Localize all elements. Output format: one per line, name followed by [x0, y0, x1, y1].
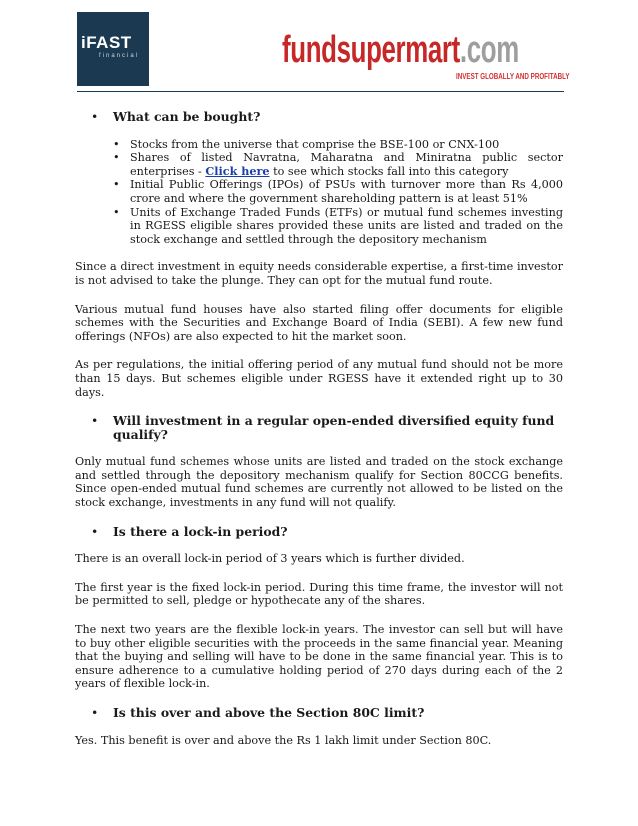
- list-item: [75, 151, 563, 178]
- list-item: [75, 206, 563, 247]
- header-divider: [77, 91, 564, 92]
- list-item-text: to see which stocks fall into this category: [269, 164, 509, 178]
- question-text: Is this over and above the Section 80C limit?: [113, 705, 425, 720]
- bullet-icon: •: [113, 151, 120, 165]
- bullet-icon: •: [113, 137, 120, 151]
- brand-tld: .com: [459, 29, 519, 71]
- paragraph: Since a direct investment in equity needs considerable expertise, a first-time investor is not advised to take the plunge. They can opt for the mutual fund route.: [75, 260, 563, 287]
- question-lock-in-period: [75, 525, 563, 539]
- list-item-text: Initial Public Offerings (IPOs) of PSUs with turnover more than Rs 4,000 crore and where the government shareholding pattern is at least 51%: [130, 178, 563, 205]
- question-text: Will investment in a regular open-ended diversified equity fund qualify?: [113, 413, 555, 442]
- list-item: [75, 138, 563, 152]
- eligible-items-list: [75, 138, 563, 247]
- click-here-link[interactable]: Click here: [205, 163, 270, 178]
- paragraph: As per regulations, the initial offering period of any mutual fund should not be more than 15 days. But schemes eligible under RGESS have it extended right up to 30 days.: [75, 358, 563, 399]
- brand-main: fundsupermart: [282, 29, 460, 71]
- question-section-80c-limit: [75, 706, 563, 720]
- paragraph: The next two years are the flexible lock-in years. The investor can sell but will have to buy other eligible securities with the proceeds in the same financial year. Meaning that the buying and selling will have to be done in the same financial year. This is to ensure adherence to a cumulative holding period of 270 days during each of the 2 years of flexible lock-in.: [75, 623, 563, 691]
- list-item: [75, 178, 563, 205]
- bullet-icon: •: [91, 109, 99, 124]
- question-text: Is there a lock-in period?: [113, 523, 288, 539]
- bullet-icon: •: [113, 178, 120, 192]
- ifast-logo-subtext: financial: [99, 53, 140, 59]
- bullet-icon: •: [91, 413, 99, 429]
- bullet-icon: •: [91, 705, 99, 720]
- ifast-logo-text: iFAST: [81, 33, 132, 52]
- ifast-logo: [77, 12, 149, 86]
- question-text: What can be bought?: [113, 109, 261, 124]
- bullet-icon: •: [113, 205, 120, 219]
- paragraph: There is an overall lock-in period of 3 years which is further divided.: [75, 552, 465, 566]
- paragraph: Yes. This benefit is over and above the Rs 1 lakh limit under Section 80C.: [75, 733, 492, 747]
- paragraph: Only mutual fund schemes whose units are listed and traded on the stock exchange and settled through the depository mechanism qualify for Section 80CCG benefits. Since open-ended mutual fund schemes are currently not allowed to be listed on the stock exchange, investments in any fund will not qualify.: [75, 455, 563, 510]
- list-item-text: Stocks from the universe that comprise the BSE-100 or CNX-100: [130, 137, 500, 151]
- paragraph: The first year is the fixed lock-in period. During this time frame, the investor will not be permitted to sell, pledge or hypothecate any of the shares.: [75, 580, 563, 608]
- paragraph: Various mutual fund houses have also started filing offer documents for eligible schemes with the Securities and Exchange Board of India (SEBI). A few new fund offerings (NFOs) are also expected to hit the market soon.: [75, 302, 563, 343]
- list-item-text: Units of Exchange Traded Funds (ETFs) or mutual fund schemes investing in RGESS eligible shares provided these units are listed and traded on the stock exchange and settled through the depository mechanism: [130, 205, 563, 246]
- bullet-icon: •: [91, 523, 99, 539]
- brand-tagline: INVEST GLOBALLY AND PROFITABLY: [456, 72, 570, 81]
- question-what-can-be-bought: [75, 110, 563, 124]
- question-open-ended-fund: [75, 414, 563, 441]
- list-item-text: Shares of listed Navratna, Maharatna and Miniratna public sector enterprises -: [130, 151, 563, 178]
- document-body: [75, 110, 563, 762]
- brand-name: [282, 28, 519, 72]
- fundsupermart-logo: [282, 28, 570, 90]
